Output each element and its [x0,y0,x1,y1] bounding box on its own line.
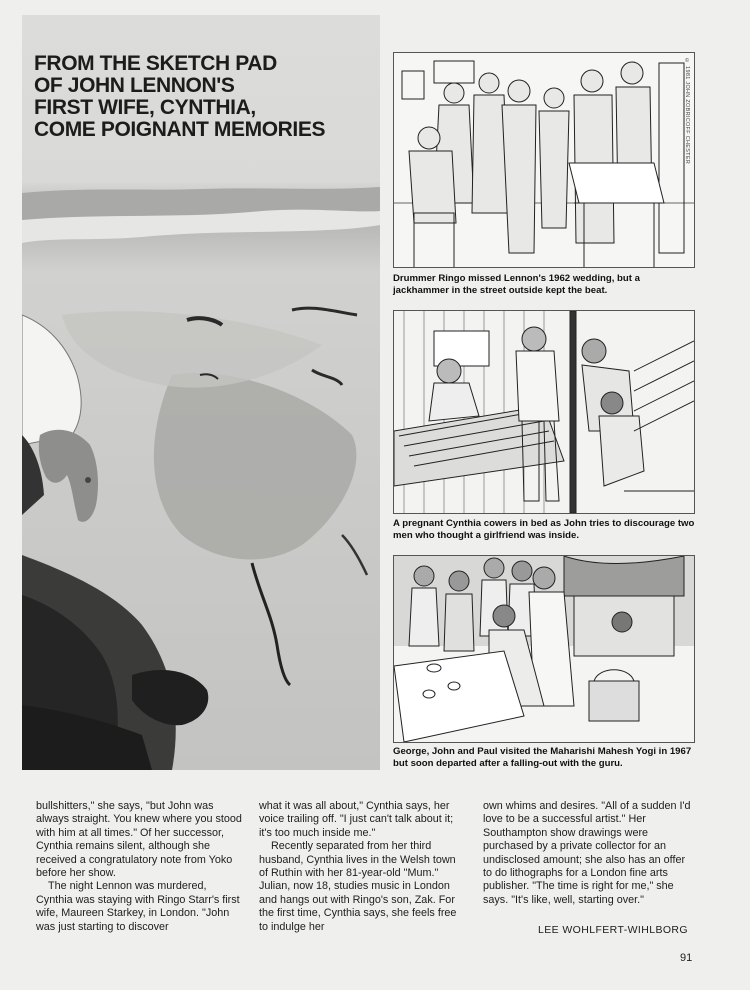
headline-line-3: FIRST WIFE, CYNTHIA, [34,96,256,119]
column-3-paragraph-1: own whims and desires. "All of a sudden I'd love to be a successful artist." Her Southampton show drawings were purchased by a private collector for an undisclosed amount; she also has an offer to do lithographs for a London fine arts publisher. "The time is right for me," she says. "It's like, well, starting over." [483,800,691,906]
page-number: 91 [680,952,693,964]
sketch-maharishi-illustration [393,555,695,743]
article-column-3 [483,800,693,907]
sketch-bedroom-illustration [393,310,695,514]
caption-bedroom: A pregnant Cynthia cowers in bed as John tries to discourage two men who thought a girlfriend was inside. [393,518,695,541]
beach-photograph [22,15,380,770]
headline-line-1: FROM THE SKETCH PAD [34,52,277,75]
column-2-paragraph-1: what it was all about," Cynthia says, her voice trailing off. "I just can't talk about it; it's too much inside me." [259,800,454,839]
caption-wedding: Drummer Ringo missed Lennon's 1962 wedding, but a jackhammer in the street outside kept the beat. [393,273,640,296]
article-column-1 [36,800,242,934]
article-byline: LEE WOHLFERT-WIHLBORG [538,924,688,936]
headline-line-2: OF JOHN LENNON'S [34,74,235,97]
column-1-paragraph-1: bullshitters," she says, "but John was always straight. You knew where you stood with him at all times." Of her successor, Cynthia remains silent, although she received a congratulatory note from Yoko before her show. [36,800,242,880]
sketch-wedding-illustration [393,52,695,268]
caption-maharishi: George, John and Paul visited the Maharishi Mahesh Yogi in 1967 but soon departed after a falling-out with the guru. [393,746,692,769]
photo-credit: © 1981 JOHN ZOBRICOFF CHESTER [684,58,690,165]
article-headline [34,53,364,141]
article-column-2 [259,800,467,934]
column-2-paragraph-2: Recently separated from her third husband, Cynthia lives in the Welsh town of Ruthin with her 81-year-old "Mum." Julian, now 18, studies music in London and hangs out with Ringo's son, Zak. For the first time, Cynthia says, she feels free to indulge her [259,840,457,933]
column-1-paragraph-2: The night Lennon was murdered, Cynthia was staying with Ringo Starr's first wife, Maureen Starkey, in London. "John was just starting to discover [36,880,240,933]
headline-line-4: COME POIGNANT MEMORIES [34,118,326,141]
